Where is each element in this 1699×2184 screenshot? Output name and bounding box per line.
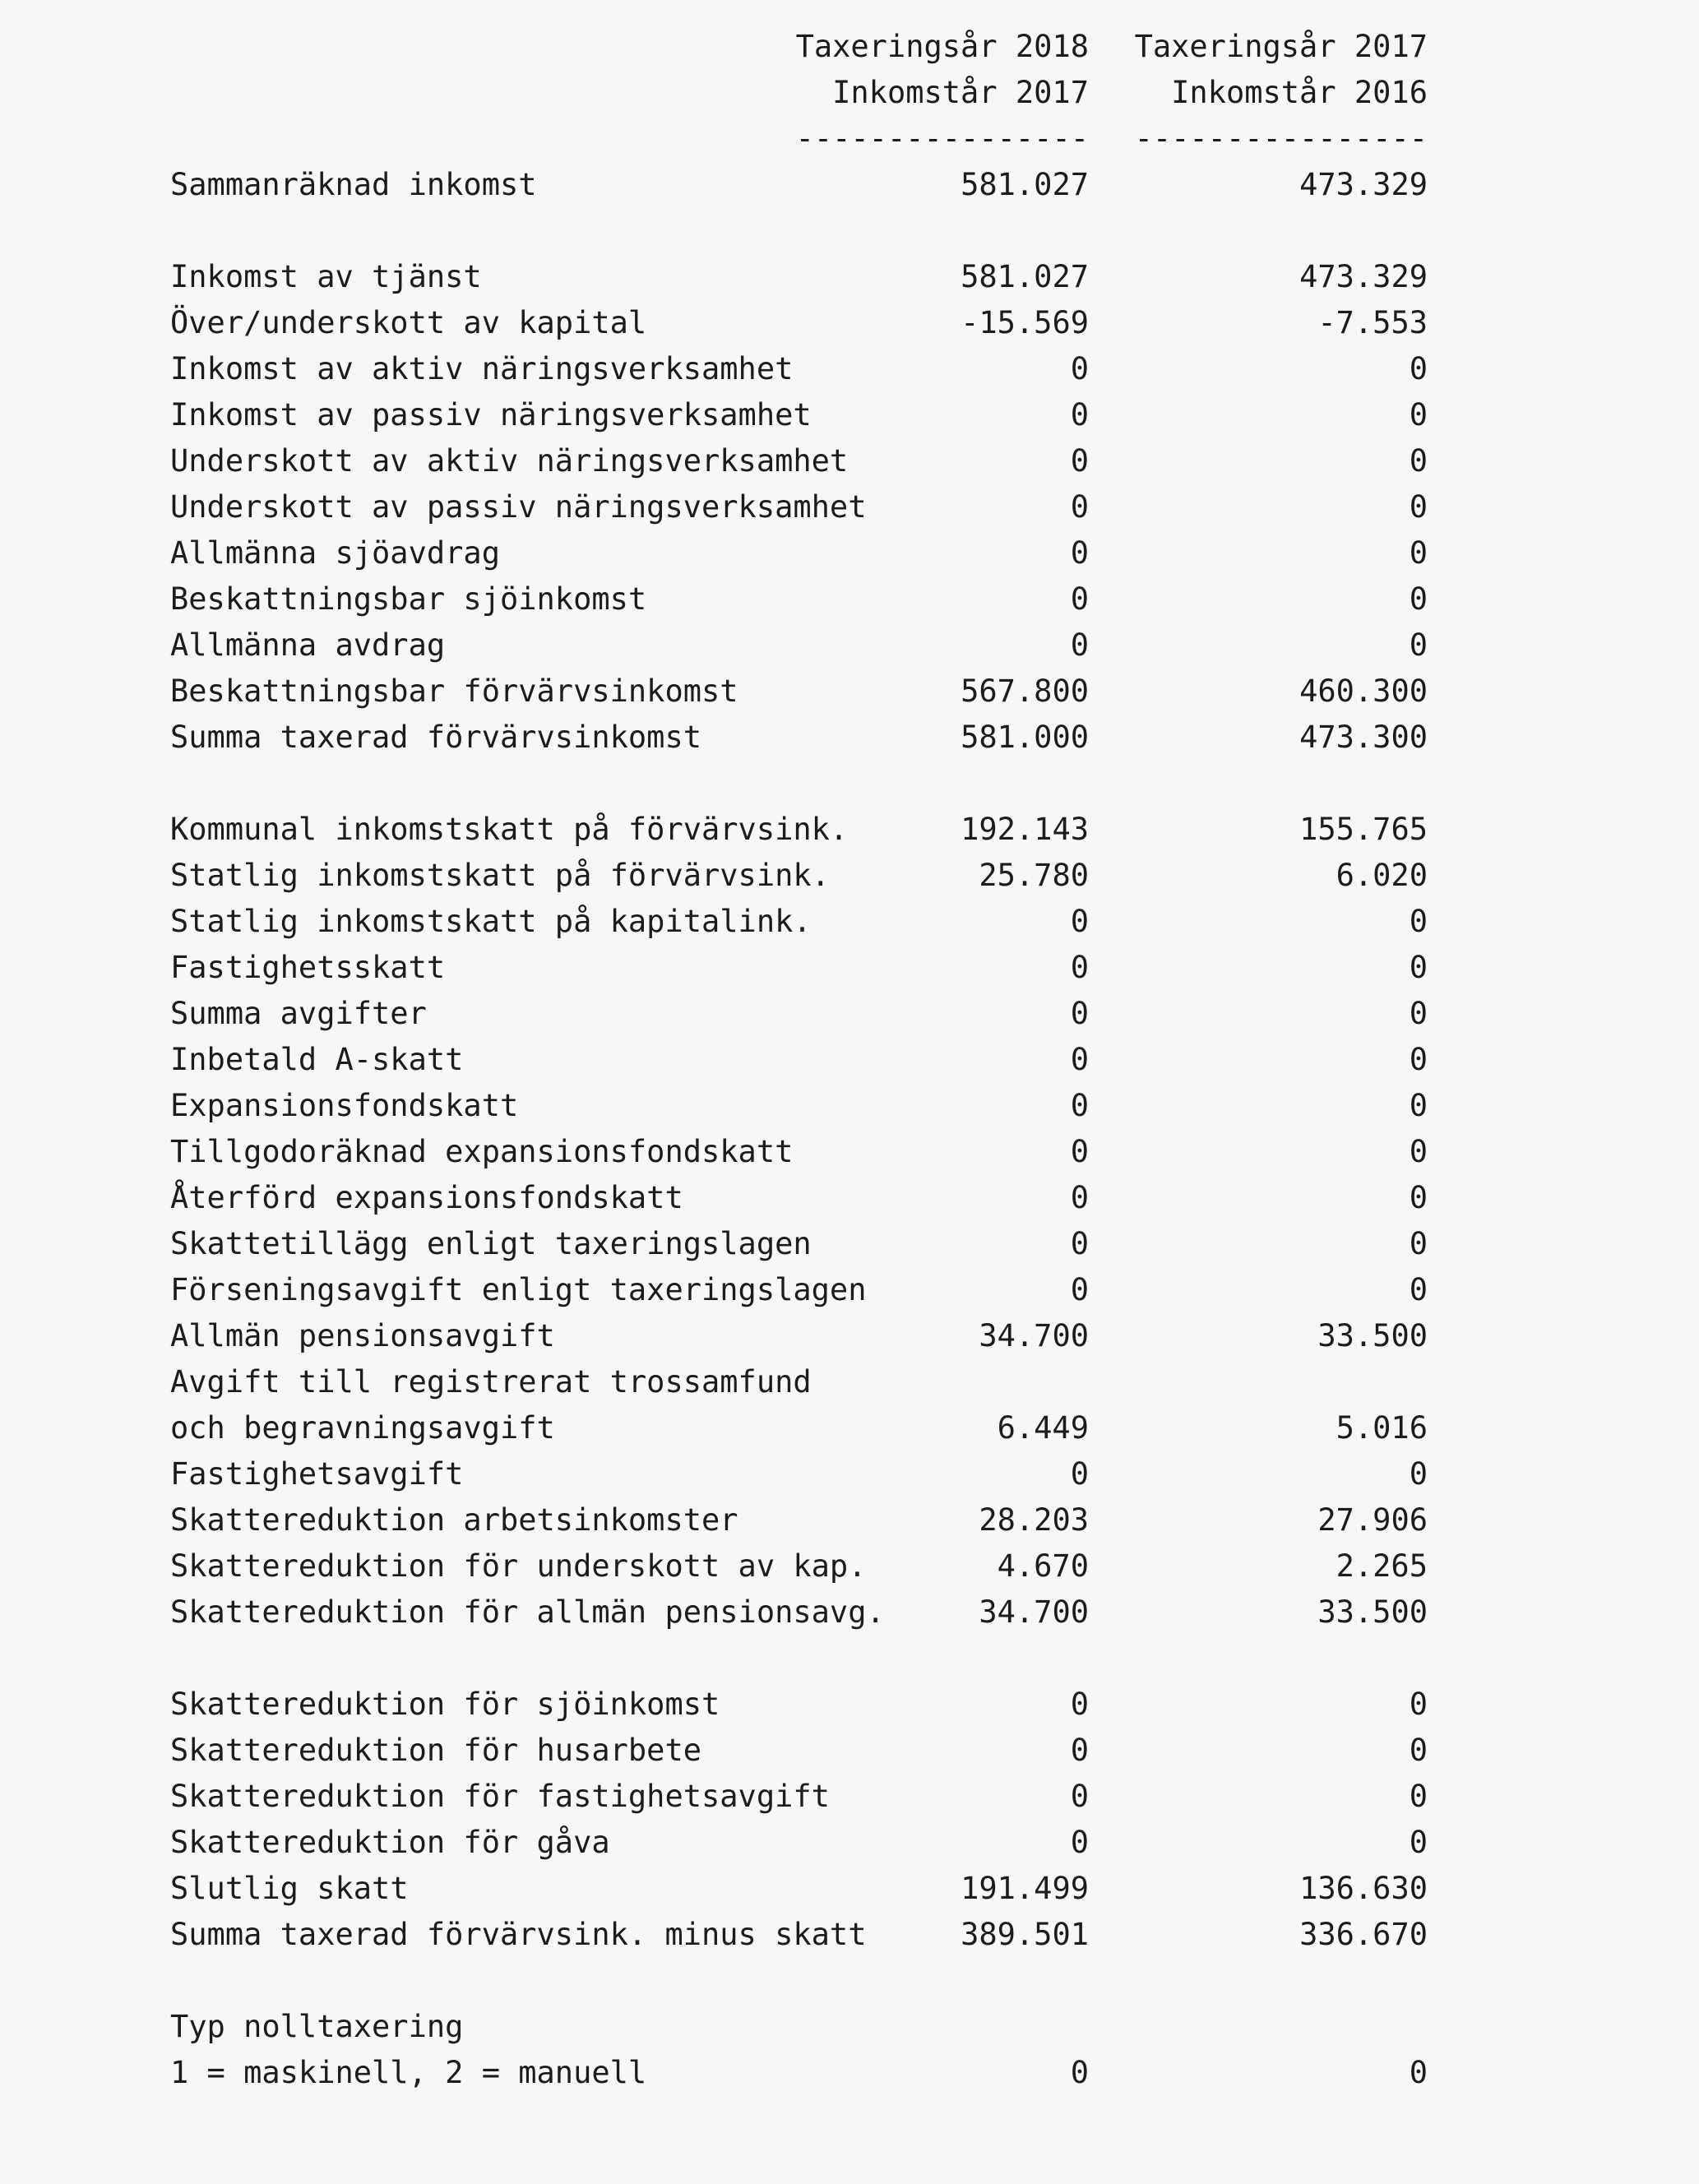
report-row [0,1774,1699,1820]
row-label: Inkomst av tjänst [170,259,482,294]
row-label: Inbetald A-skatt [170,1042,464,1077]
report-row [0,1543,1699,1589]
row-label: Återförd expansionsfondskatt [170,1180,683,1215]
row-value-2017: 0 [1409,950,1428,985]
row-value-2018: 0 [1070,1180,1089,1215]
row-label: Sammanräknad inkomst [170,167,537,202]
row-value-2018: 581.027 [961,167,1089,202]
col2-income-year-header: Inkomstår 2016 [1171,75,1428,110]
row-label: Skattereduktion för husarbete [170,1733,702,1768]
report-row [0,1405,1699,1451]
row-value-2017: 0 [1409,1733,1428,1768]
row-label: Avgift till registrerat trossamfund [170,1364,812,1400]
row-label: Skattereduktion arbetsinkomster [170,1502,738,1538]
col1-income-year-header: Inkomstår 2017 [832,75,1089,110]
row-label: Expansionsfondskatt [170,1088,519,1123]
report-row [0,991,1699,1037]
row-label: Allmän pensionsavgift [170,1318,555,1353]
row-value-2017: 0 [1409,1180,1428,1215]
report-row [0,1912,1699,1958]
row-label: Skattereduktion för fastighetsavgift [170,1779,830,1814]
row-value-2017: -7.553 [1317,305,1428,340]
row-value-2018: 0 [1070,1825,1089,1860]
row-value-2018: 0 [1070,1042,1089,1077]
row-label: Summa taxerad förvärvsinkomst [170,720,702,755]
row-value-2017: 0 [1409,1272,1428,1307]
report-row [0,530,1699,576]
row-label: Summa avgifter [170,996,427,1031]
section-spacer [0,1636,1699,1682]
row-value-2018: 0 [1070,1733,1089,1768]
row-label: Statlig inkomstskatt på förvärvsink. [170,858,830,893]
report-row [0,853,1699,899]
row-value-2017: 473.329 [1299,167,1428,202]
row-label: Underskott av aktiv näringsverksamhet [170,443,849,479]
report-row [0,346,1699,392]
row-label: Skattereduktion för underskott av kap. [170,1548,867,1584]
report-rows [0,162,1699,2096]
section-spacer [0,761,1699,807]
row-label: Kommunal inkomstskatt på förvärvsink. [170,812,849,847]
report-row [0,1589,1699,1636]
row-value-2017: 0 [1409,535,1428,571]
row-label: Skattereduktion för gåva [170,1825,610,1860]
row-value-2017: 336.670 [1299,1917,1428,1952]
row-value-2018: 191.499 [961,1871,1089,1906]
row-value-2018: 0 [1070,1226,1089,1261]
report-row [0,899,1699,945]
report-row [0,1221,1699,1267]
row-value-2018: 0 [1070,489,1089,525]
row-value-2018: 0 [1070,1134,1089,1169]
row-label: Summa taxerad förvärvsink. minus skatt [170,1917,867,1952]
row-value-2018: 0 [1070,904,1089,939]
row-label: Beskattningsbar förvärvsinkomst [170,673,738,709]
report-row [0,945,1699,991]
row-value-2017: 33.500 [1317,1318,1428,1353]
row-value-2018: 389.501 [961,1917,1089,1952]
report-row [0,2004,1699,2050]
report-row [0,484,1699,530]
report-row [0,1682,1699,1728]
row-label: och begravningsavgift [170,1410,555,1446]
row-value-2018: 34.700 [979,1318,1089,1353]
row-value-2017: 0 [1409,1687,1428,1722]
row-value-2017: 473.329 [1299,259,1428,294]
row-label: Allmänna avdrag [170,627,446,663]
row-value-2017: 6.020 [1336,858,1428,893]
row-label: Fastighetsskatt [170,950,446,985]
report-row [0,669,1699,715]
row-value-2017: 0 [1409,2055,1428,2090]
header-line-2 [0,70,1699,116]
report-row [0,576,1699,622]
report-row [0,1451,1699,1497]
row-label: Inkomst av passiv näringsverksamhet [170,397,812,433]
col1-year-header: Taxeringsår 2018 [795,29,1089,64]
row-label: Allmänna sjöavdrag [170,535,500,571]
row-value-2018: 6.449 [997,1410,1089,1446]
report-row [0,1497,1699,1543]
row-value-2017: 27.906 [1317,1502,1428,1538]
row-label: Skattereduktion för allmän pensionsavg. [170,1594,885,1630]
row-label: Förseningsavgift enligt taxeringslagen [170,1272,867,1307]
row-value-2018: 0 [1070,443,1089,479]
row-value-2018: 25.780 [979,858,1089,893]
row-value-2017: 0 [1409,1042,1428,1077]
row-label: 1 = maskinell, 2 = manuell [170,2055,647,2090]
report-row [0,1820,1699,1866]
report-row [0,1083,1699,1129]
row-value-2018: 34.700 [979,1594,1089,1630]
row-value-2018: 0 [1070,1088,1089,1123]
row-value-2018: 0 [1070,581,1089,617]
row-label: Skattereduktion för sjöinkomst [170,1687,720,1722]
header-separator [0,116,1699,162]
row-label: Typ nolltaxering [170,2009,464,2044]
row-value-2018: 0 [1070,397,1089,433]
col2-year-header: Taxeringsår 2017 [1134,29,1428,64]
row-value-2018: 0 [1070,1779,1089,1814]
row-value-2017: 5.016 [1336,1410,1428,1446]
tax-report [0,24,1699,2096]
section-spacer [0,208,1699,254]
row-value-2017: 0 [1409,581,1428,617]
col1-separator: ---------------- [795,121,1089,156]
row-value-2018: 0 [1070,1456,1089,1492]
row-value-2018: 0 [1070,950,1089,985]
row-value-2017: 2.265 [1336,1548,1428,1584]
report-row [0,392,1699,438]
row-value-2017: 0 [1409,1134,1428,1169]
row-value-2018: 0 [1070,1687,1089,1722]
row-label: Tillgodoräknad expansionsfondskatt [170,1134,794,1169]
report-row [0,1728,1699,1774]
row-value-2018: 0 [1070,996,1089,1031]
row-label: Beskattningsbar sjöinkomst [170,581,647,617]
col2-separator: ---------------- [1134,121,1428,156]
row-value-2017: 136.630 [1299,1871,1428,1906]
row-value-2018: 0 [1070,351,1089,386]
section-spacer [0,1958,1699,2004]
row-label: Statlig inkomstskatt på kapitalink. [170,904,812,939]
row-value-2018: 0 [1070,1272,1089,1307]
row-value-2017: 473.300 [1299,720,1428,755]
report-row [0,162,1699,208]
row-value-2017: 0 [1409,1088,1428,1123]
report-row [0,1359,1699,1405]
row-label: Över/underskott av kapital [170,305,647,340]
report-row [0,715,1699,761]
row-value-2017: 460.300 [1299,673,1428,709]
row-label: Fastighetsavgift [170,1456,464,1492]
row-value-2017: 0 [1409,627,1428,663]
row-value-2018: 581.027 [961,259,1089,294]
row-value-2018: 0 [1070,2055,1089,2090]
row-value-2018: 0 [1070,627,1089,663]
row-value-2017: 0 [1409,904,1428,939]
report-row [0,1267,1699,1313]
report-row [0,622,1699,669]
row-value-2018: 581.000 [961,720,1089,755]
row-value-2017: 0 [1409,1779,1428,1814]
report-row [0,254,1699,300]
row-value-2018: 0 [1070,535,1089,571]
report-row [0,438,1699,484]
report-row [0,1037,1699,1083]
row-value-2017: 0 [1409,397,1428,433]
row-value-2017: 0 [1409,443,1428,479]
row-value-2017: 155.765 [1299,812,1428,847]
row-label: Skattetillägg enligt taxeringslagen [170,1226,812,1261]
report-row [0,1866,1699,1912]
report-row [0,2050,1699,2096]
row-value-2017: 0 [1409,1825,1428,1860]
report-row [0,1175,1699,1221]
report-row [0,300,1699,346]
row-value-2017: 0 [1409,489,1428,525]
row-value-2017: 0 [1409,1456,1428,1492]
header-line-1 [0,24,1699,70]
row-value-2017: 0 [1409,1226,1428,1261]
row-value-2017: 0 [1409,351,1428,386]
row-label: Underskott av passiv näringsverksamhet [170,489,867,525]
row-value-2018: 567.800 [961,673,1089,709]
report-row [0,1313,1699,1359]
row-value-2017: 0 [1409,996,1428,1031]
report-row [0,807,1699,853]
row-label: Slutlig skatt [170,1871,409,1906]
row-value-2018: 4.670 [997,1548,1089,1584]
row-value-2018: 28.203 [979,1502,1089,1538]
report-row [0,1129,1699,1175]
row-value-2018: -15.569 [961,305,1089,340]
row-label: Inkomst av aktiv näringsverksamhet [170,351,794,386]
row-value-2017: 33.500 [1317,1594,1428,1630]
row-value-2018: 192.143 [961,812,1089,847]
